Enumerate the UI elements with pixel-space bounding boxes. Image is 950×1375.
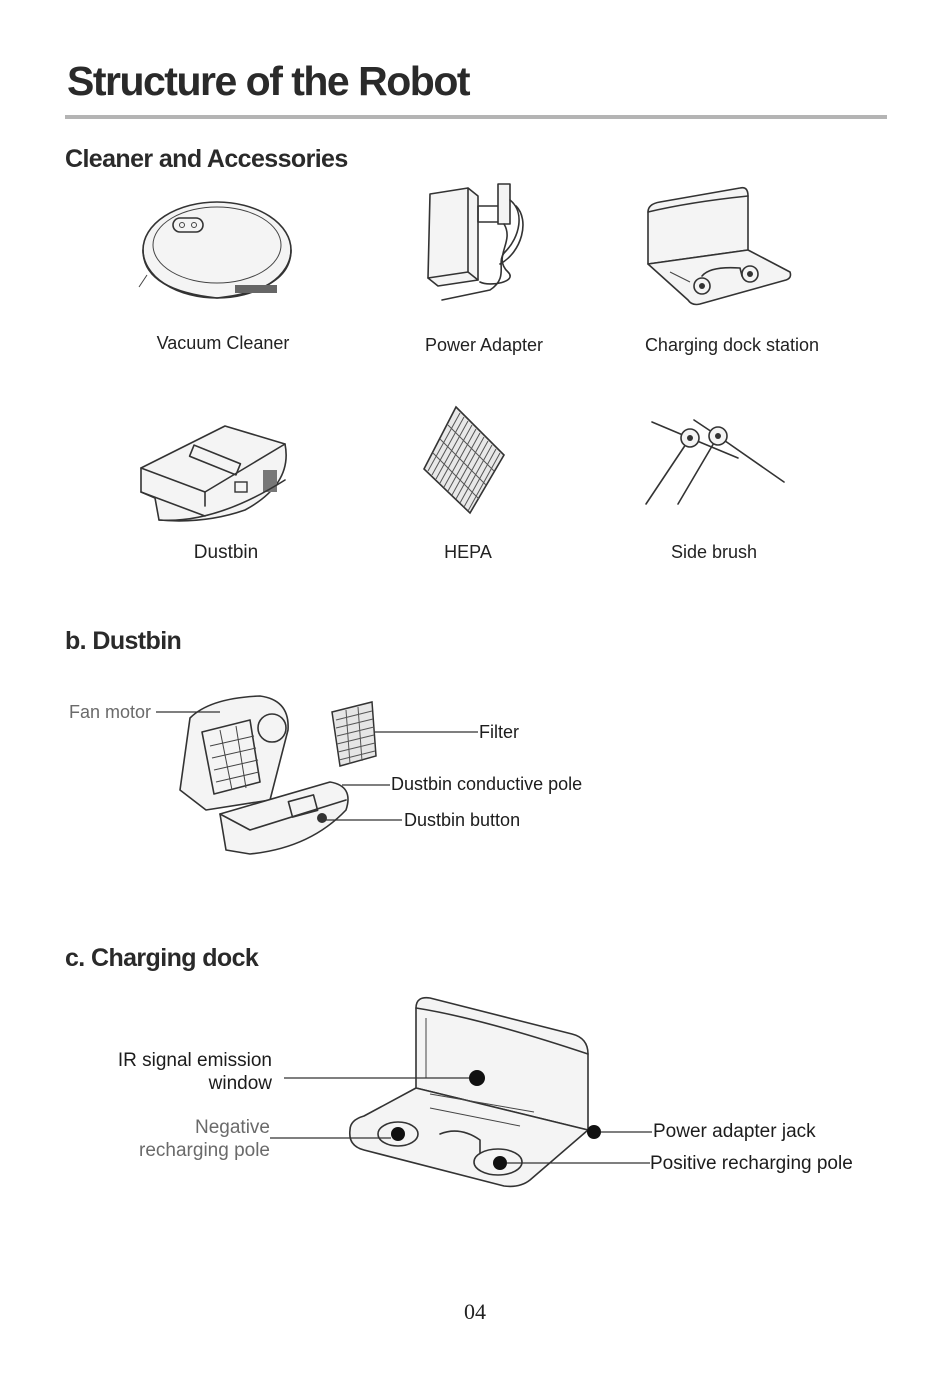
charging-dock-diagram bbox=[280, 990, 660, 1195]
callout-positive-recharging-pole: Positive recharging pole bbox=[650, 1153, 853, 1174]
title-divider bbox=[65, 115, 887, 119]
callout-filter: Filter bbox=[479, 722, 519, 742]
callout-ir-signal-window bbox=[60, 1049, 272, 1095]
charging-dock-icon bbox=[640, 182, 795, 307]
dustbin-heading: b. Dustbin bbox=[65, 627, 182, 655]
callout-fan-motor: Fan motor bbox=[69, 702, 152, 722]
callout-negative-recharging-pole bbox=[60, 1116, 270, 1162]
accessory-label-vacuum-cleaner: Vacuum Cleaner bbox=[156, 333, 290, 353]
callout-ir-line-2: window bbox=[208, 1073, 272, 1094]
callout-dustbin-button: Dustbin button bbox=[404, 810, 521, 830]
dustbin-icon bbox=[135, 420, 295, 528]
vacuum-cleaner-icon bbox=[135, 195, 300, 310]
accessory-label-power-adapter: Power Adapter bbox=[424, 335, 544, 355]
accessory-label-dustbin: Dustbin bbox=[193, 542, 259, 563]
page-title: Structure of the Robot bbox=[67, 58, 470, 104]
callout-negative-line-1: Negative bbox=[195, 1117, 270, 1138]
page-number: 04 bbox=[464, 1299, 486, 1324]
callout-dustbin-conductive-pole: Dustbin conductive pole bbox=[391, 774, 583, 794]
side-brush-icon bbox=[638, 418, 790, 510]
callout-negative-line-2: recharging pole bbox=[139, 1140, 270, 1161]
accessory-label-hepa: HEPA bbox=[444, 542, 492, 562]
callout-ir-line-1: IR signal emission bbox=[117, 1050, 272, 1071]
charging-dock-heading: c. Charging dock bbox=[65, 944, 259, 972]
power-adapter-icon bbox=[420, 182, 532, 307]
dustbin-exploded-diagram bbox=[150, 690, 610, 855]
accessory-label-side-brush: Side brush bbox=[670, 542, 758, 562]
callout-power-adapter-jack: Power adapter jack bbox=[653, 1121, 816, 1142]
accessory-label-charging-dock: Charging dock station bbox=[644, 335, 820, 355]
hepa-filter-icon bbox=[420, 405, 510, 517]
accessories-heading: Cleaner and Accessories bbox=[65, 145, 348, 173]
